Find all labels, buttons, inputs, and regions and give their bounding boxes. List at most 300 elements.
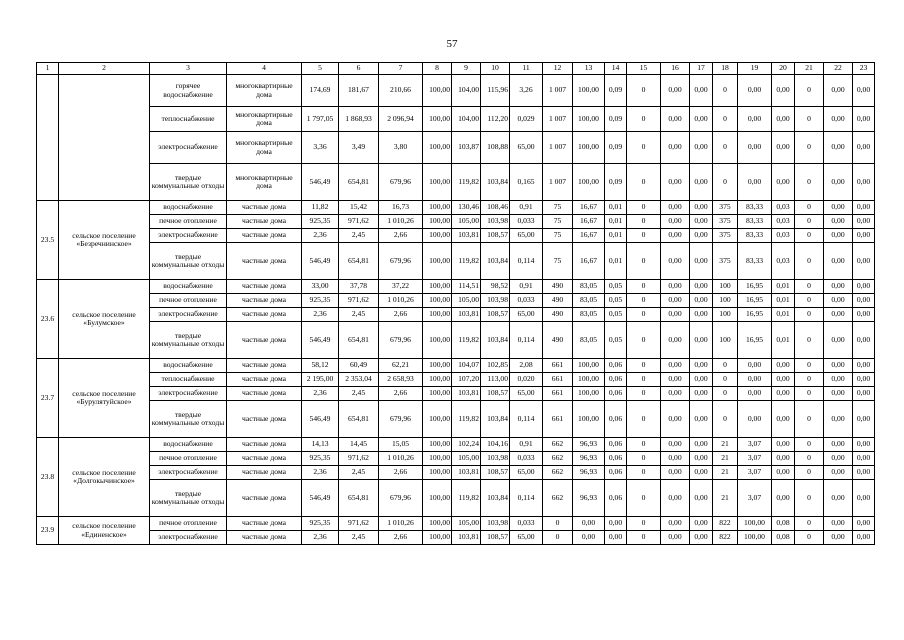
- value-cell: 0: [795, 132, 824, 164]
- value-cell: 100,00: [738, 517, 772, 531]
- value-cell: 16,95: [738, 308, 772, 322]
- value-cell: 103,98: [481, 452, 510, 466]
- value-cell: 0,00: [824, 480, 853, 517]
- value-cell: 103,81: [452, 466, 481, 480]
- value-cell: 65,00: [510, 387, 543, 401]
- value-cell: 0: [795, 215, 824, 229]
- housing-type-cell: частные дома: [227, 229, 302, 243]
- value-cell: 21: [713, 438, 738, 452]
- value-cell: 654,81: [339, 164, 379, 201]
- value-cell: 0,00: [573, 517, 605, 531]
- column-number: 9: [452, 63, 481, 75]
- value-cell: 103,84: [481, 164, 510, 201]
- value-cell: 130,46: [452, 201, 481, 215]
- table-row: [37, 132, 875, 164]
- value-cell: 654,81: [339, 480, 379, 517]
- value-cell: 0,00: [824, 294, 853, 308]
- service-cell: твердые коммунальные отходы: [150, 401, 227, 438]
- value-cell: 2,66: [379, 387, 423, 401]
- value-cell: 0,00: [690, 452, 713, 466]
- value-cell: 16,95: [738, 280, 772, 294]
- table-row: [37, 480, 875, 517]
- table-row: [37, 387, 875, 401]
- value-cell: 971,62: [339, 452, 379, 466]
- value-cell: 0: [627, 359, 661, 373]
- value-cell: 0,08: [772, 517, 795, 531]
- value-cell: 0: [627, 280, 661, 294]
- value-cell: 662: [543, 466, 573, 480]
- column-number: 3: [150, 63, 227, 75]
- value-cell: 0: [627, 438, 661, 452]
- table-row: [37, 201, 875, 215]
- service-cell: электроснабжение: [150, 387, 227, 401]
- value-cell: 661: [543, 373, 573, 387]
- value-cell: 0,06: [605, 452, 627, 466]
- value-cell: 83,05: [573, 308, 605, 322]
- value-cell: 0,00: [853, 438, 875, 452]
- value-cell: 0,165: [510, 164, 543, 201]
- value-cell: 0,00: [738, 401, 772, 438]
- value-cell: 103,81: [452, 531, 481, 545]
- value-cell: 0,03: [772, 229, 795, 243]
- service-cell: электроснабжение: [150, 531, 227, 545]
- value-cell: 0,00: [690, 531, 713, 545]
- value-cell: 2,36: [302, 387, 339, 401]
- service-cell: твердые коммунальные отходы: [150, 243, 227, 280]
- value-cell: 0,05: [605, 294, 627, 308]
- value-cell: 0: [795, 243, 824, 280]
- value-cell: 37,78: [339, 280, 379, 294]
- value-cell: 0,00: [661, 308, 690, 322]
- value-cell: 103,84: [481, 401, 510, 438]
- value-cell: 0,00: [690, 215, 713, 229]
- value-cell: 2,45: [339, 531, 379, 545]
- value-cell: 0,00: [690, 201, 713, 215]
- value-cell: 3,36: [302, 132, 339, 164]
- value-cell: 0,00: [853, 243, 875, 280]
- value-cell: 65,00: [510, 308, 543, 322]
- table-row: [37, 438, 875, 452]
- value-cell: 103,81: [452, 229, 481, 243]
- value-cell: 0,00: [853, 215, 875, 229]
- settlement-name-cell: сельское поселение «Бурулятуйское»: [59, 359, 150, 438]
- value-cell: 661: [543, 359, 573, 373]
- value-cell: 108,57: [481, 531, 510, 545]
- column-number: 8: [423, 63, 452, 75]
- value-cell: 0,00: [824, 164, 853, 201]
- value-cell: 0,00: [661, 387, 690, 401]
- table-row: [37, 215, 875, 229]
- value-cell: 1 007: [543, 107, 573, 132]
- value-cell: 0,00: [661, 373, 690, 387]
- value-cell: 0: [627, 387, 661, 401]
- value-cell: 83,05: [573, 280, 605, 294]
- value-cell: 0,00: [661, 466, 690, 480]
- value-cell: 0: [627, 452, 661, 466]
- value-cell: 16,67: [573, 229, 605, 243]
- value-cell: 490: [543, 280, 573, 294]
- value-cell: 11,82: [302, 201, 339, 215]
- value-cell: 0: [627, 229, 661, 243]
- table-row: [37, 243, 875, 280]
- value-cell: 100,00: [573, 107, 605, 132]
- value-cell: 15,42: [339, 201, 379, 215]
- value-cell: 0,91: [510, 280, 543, 294]
- settlement-name-cell: сельское поселение «Долгокычинское»: [59, 438, 150, 517]
- column-number: 23: [853, 63, 875, 75]
- value-cell: 112,20: [481, 107, 510, 132]
- value-cell: 0: [627, 107, 661, 132]
- value-cell: 0,00: [824, 280, 853, 294]
- value-cell: 105,00: [452, 215, 481, 229]
- column-number: 13: [573, 63, 605, 75]
- value-cell: 100,00: [423, 517, 452, 531]
- value-cell: 0,05: [605, 322, 627, 359]
- value-cell: 0: [713, 132, 738, 164]
- value-cell: 1 010,26: [379, 215, 423, 229]
- value-cell: 0: [627, 466, 661, 480]
- service-cell: водоснабжение: [150, 438, 227, 452]
- value-cell: 0,00: [690, 387, 713, 401]
- value-cell: 96,93: [573, 438, 605, 452]
- service-cell: печное отопление: [150, 294, 227, 308]
- value-cell: 105,00: [452, 294, 481, 308]
- value-cell: 0,00: [690, 164, 713, 201]
- housing-type-cell: многоквартирные дома: [227, 164, 302, 201]
- value-cell: 0,00: [661, 438, 690, 452]
- value-cell: 0,06: [605, 466, 627, 480]
- value-cell: 0,00: [853, 531, 875, 545]
- value-cell: 0: [713, 75, 738, 107]
- value-cell: 0,00: [772, 401, 795, 438]
- value-cell: 21: [713, 480, 738, 517]
- value-cell: 0,00: [690, 243, 713, 280]
- value-cell: 2,36: [302, 466, 339, 480]
- value-cell: 2,66: [379, 531, 423, 545]
- value-cell: 375: [713, 201, 738, 215]
- value-cell: 0,00: [738, 132, 772, 164]
- value-cell: 0,91: [510, 438, 543, 452]
- value-cell: 0,00: [661, 480, 690, 517]
- value-cell: 0: [713, 107, 738, 132]
- service-cell: горячее водоснабжение: [150, 75, 227, 107]
- value-cell: 822: [713, 531, 738, 545]
- value-cell: 971,62: [339, 294, 379, 308]
- housing-type-cell: частные дома: [227, 531, 302, 545]
- value-cell: 2 353,04: [339, 373, 379, 387]
- value-cell: 0,00: [824, 387, 853, 401]
- value-cell: 1 007: [543, 132, 573, 164]
- value-cell: 0,00: [824, 107, 853, 132]
- value-cell: 2,45: [339, 387, 379, 401]
- settlement-name-cell: сельское поселение «Единенское»: [59, 517, 150, 545]
- value-cell: 100: [713, 294, 738, 308]
- column-number: 19: [738, 63, 772, 75]
- value-cell: 103,84: [481, 480, 510, 517]
- value-cell: 16,95: [738, 322, 772, 359]
- value-cell: 0,00: [661, 107, 690, 132]
- value-cell: 679,96: [379, 401, 423, 438]
- table-row: [37, 75, 875, 107]
- value-cell: 0: [795, 308, 824, 322]
- value-cell: 103,81: [452, 308, 481, 322]
- value-cell: 100,00: [573, 373, 605, 387]
- value-cell: 16,67: [573, 201, 605, 215]
- value-cell: 0,00: [824, 401, 853, 438]
- value-cell: 0: [627, 201, 661, 215]
- value-cell: 0,00: [824, 359, 853, 373]
- value-cell: 0,00: [661, 531, 690, 545]
- header-row: [37, 63, 875, 75]
- value-cell: 1 010,26: [379, 452, 423, 466]
- value-cell: 3,07: [738, 480, 772, 517]
- column-number: 21: [795, 63, 824, 75]
- value-cell: 0,00: [690, 373, 713, 387]
- table-row: [37, 164, 875, 201]
- value-cell: 375: [713, 243, 738, 280]
- table-row: [37, 401, 875, 438]
- value-cell: 103,98: [481, 517, 510, 531]
- value-cell: 0,00: [573, 531, 605, 545]
- value-cell: 0,00: [772, 438, 795, 452]
- value-cell: 546,49: [302, 164, 339, 201]
- service-cell: теплоснабжение: [150, 373, 227, 387]
- value-cell: 0,00: [690, 132, 713, 164]
- value-cell: 0: [713, 387, 738, 401]
- value-cell: 0,00: [738, 75, 772, 107]
- value-cell: 0,05: [605, 280, 627, 294]
- value-cell: 0,00: [772, 452, 795, 466]
- value-cell: 100,00: [738, 531, 772, 545]
- value-cell: 75: [543, 229, 573, 243]
- service-cell: электроснабжение: [150, 308, 227, 322]
- value-cell: 0,00: [772, 466, 795, 480]
- value-cell: 83,33: [738, 229, 772, 243]
- value-cell: 37,22: [379, 280, 423, 294]
- service-cell: водоснабжение: [150, 201, 227, 215]
- service-cell: твердые коммунальные отходы: [150, 480, 227, 517]
- value-cell: 0,00: [690, 466, 713, 480]
- value-cell: 113,00: [481, 373, 510, 387]
- housing-type-cell: частные дома: [227, 438, 302, 452]
- value-cell: 0,00: [853, 373, 875, 387]
- value-cell: 0,00: [690, 359, 713, 373]
- value-cell: 0: [713, 373, 738, 387]
- value-cell: 0: [795, 75, 824, 107]
- value-cell: 3,26: [510, 75, 543, 107]
- value-cell: 490: [543, 322, 573, 359]
- service-cell: электроснабжение: [150, 466, 227, 480]
- value-cell: 75: [543, 201, 573, 215]
- value-cell: 0,00: [853, 132, 875, 164]
- value-cell: 58,12: [302, 359, 339, 373]
- value-cell: 108,46: [481, 201, 510, 215]
- value-cell: 103,84: [481, 243, 510, 280]
- value-cell: 2,36: [302, 308, 339, 322]
- value-cell: 0,00: [853, 452, 875, 466]
- value-cell: 0,00: [738, 387, 772, 401]
- value-cell: 0,00: [772, 107, 795, 132]
- value-cell: 3,07: [738, 438, 772, 452]
- value-cell: 119,82: [452, 480, 481, 517]
- value-cell: 0: [627, 308, 661, 322]
- value-cell: 0,01: [605, 243, 627, 280]
- value-cell: 0: [795, 387, 824, 401]
- value-cell: 654,81: [339, 322, 379, 359]
- table-row: [37, 280, 875, 294]
- value-cell: 0,09: [605, 107, 627, 132]
- value-cell: 174,69: [302, 75, 339, 107]
- value-cell: 0,00: [605, 517, 627, 531]
- value-cell: 100,00: [573, 164, 605, 201]
- value-cell: 2,66: [379, 308, 423, 322]
- value-cell: 971,62: [339, 215, 379, 229]
- value-cell: 0,08: [772, 531, 795, 545]
- table-row: [37, 517, 875, 531]
- value-cell: 100,00: [423, 107, 452, 132]
- value-cell: 0: [795, 466, 824, 480]
- value-cell: 0: [627, 75, 661, 107]
- value-cell: 0: [795, 452, 824, 466]
- value-cell: 103,81: [452, 387, 481, 401]
- value-cell: 971,62: [339, 517, 379, 531]
- value-cell: 0: [627, 164, 661, 201]
- value-cell: 925,35: [302, 452, 339, 466]
- value-cell: 0,114: [510, 322, 543, 359]
- column-number: 2: [59, 63, 150, 75]
- value-cell: 0,00: [824, 75, 853, 107]
- value-cell: 3,49: [339, 132, 379, 164]
- table-row: [37, 359, 875, 373]
- value-cell: 0,00: [661, 229, 690, 243]
- value-cell: 100,00: [573, 132, 605, 164]
- service-cell: водоснабжение: [150, 280, 227, 294]
- value-cell: 65,00: [510, 229, 543, 243]
- housing-type-cell: частные дома: [227, 294, 302, 308]
- value-cell: 0,00: [853, 294, 875, 308]
- value-cell: 108,88: [481, 132, 510, 164]
- value-cell: 0,00: [738, 373, 772, 387]
- service-cell: печное отопление: [150, 215, 227, 229]
- table-row: [37, 294, 875, 308]
- value-cell: 490: [543, 308, 573, 322]
- value-cell: 0,00: [690, 75, 713, 107]
- value-cell: 2,45: [339, 229, 379, 243]
- value-cell: 0,00: [853, 229, 875, 243]
- settlement-name-cell: сельское поселение «Булумское»: [59, 280, 150, 359]
- value-cell: 21: [713, 452, 738, 466]
- value-cell: 662: [543, 480, 573, 517]
- value-cell: 0: [795, 294, 824, 308]
- service-cell: печное отопление: [150, 517, 227, 531]
- value-cell: 16,67: [573, 215, 605, 229]
- value-cell: 100,00: [573, 387, 605, 401]
- value-cell: 0,91: [510, 201, 543, 215]
- value-cell: 0: [795, 107, 824, 132]
- value-cell: 0,00: [772, 132, 795, 164]
- value-cell: 100,00: [423, 243, 452, 280]
- value-cell: 0: [543, 531, 573, 545]
- housing-type-cell: многоквартирные дома: [227, 132, 302, 164]
- value-cell: 0: [627, 215, 661, 229]
- value-cell: 0,00: [690, 517, 713, 531]
- value-cell: 100,00: [423, 201, 452, 215]
- group-number-cell: [37, 75, 59, 201]
- value-cell: 0,06: [605, 480, 627, 517]
- value-cell: 679,96: [379, 322, 423, 359]
- value-cell: 0: [627, 531, 661, 545]
- value-cell: 0,00: [772, 480, 795, 517]
- service-cell: электроснабжение: [150, 229, 227, 243]
- housing-type-cell: многоквартирные дома: [227, 75, 302, 107]
- value-cell: 103,98: [481, 294, 510, 308]
- value-cell: 16,95: [738, 294, 772, 308]
- value-cell: 0,00: [853, 107, 875, 132]
- group-number-cell: 23.5: [37, 201, 59, 280]
- value-cell: 104,07: [452, 359, 481, 373]
- value-cell: 0,00: [661, 452, 690, 466]
- column-number: 16: [661, 63, 690, 75]
- value-cell: 75: [543, 215, 573, 229]
- value-cell: 104,16: [481, 438, 510, 452]
- value-cell: 0: [795, 438, 824, 452]
- value-cell: 100,00: [423, 280, 452, 294]
- value-cell: 100,00: [423, 229, 452, 243]
- value-cell: 0,00: [853, 480, 875, 517]
- value-cell: 83,33: [738, 215, 772, 229]
- value-cell: 105,00: [452, 517, 481, 531]
- value-cell: 2,66: [379, 229, 423, 243]
- value-cell: 100: [713, 322, 738, 359]
- value-cell: 0,00: [853, 401, 875, 438]
- value-cell: 0,00: [853, 164, 875, 201]
- housing-type-cell: многоквартирные дома: [227, 107, 302, 132]
- value-cell: 62,21: [379, 359, 423, 373]
- value-cell: 546,49: [302, 243, 339, 280]
- value-cell: 102,24: [452, 438, 481, 452]
- value-cell: 0,00: [772, 75, 795, 107]
- service-cell: водоснабжение: [150, 359, 227, 373]
- value-cell: 14,45: [339, 438, 379, 452]
- value-cell: 0: [627, 373, 661, 387]
- value-cell: 2,08: [510, 359, 543, 373]
- value-cell: 2 195,00: [302, 373, 339, 387]
- value-cell: 0,00: [690, 229, 713, 243]
- value-cell: 662: [543, 452, 573, 466]
- value-cell: 0,033: [510, 517, 543, 531]
- table-row: [37, 229, 875, 243]
- value-cell: 0,00: [824, 517, 853, 531]
- table-row: [37, 373, 875, 387]
- value-cell: 2,66: [379, 466, 423, 480]
- service-cell: теплоснабжение: [150, 107, 227, 132]
- value-cell: 0,05: [605, 308, 627, 322]
- value-cell: 96,93: [573, 480, 605, 517]
- value-cell: 2,45: [339, 308, 379, 322]
- value-cell: 100,00: [573, 359, 605, 373]
- value-cell: 0,00: [690, 438, 713, 452]
- service-cell: печное отопление: [150, 452, 227, 466]
- value-cell: 0: [713, 164, 738, 201]
- value-cell: 0,00: [824, 322, 853, 359]
- value-cell: 2 658,93: [379, 373, 423, 387]
- housing-type-cell: частные дома: [227, 201, 302, 215]
- value-cell: 375: [713, 229, 738, 243]
- value-cell: 0,033: [510, 215, 543, 229]
- column-number: 14: [605, 63, 627, 75]
- value-cell: 0,00: [738, 359, 772, 373]
- value-cell: 100,00: [423, 322, 452, 359]
